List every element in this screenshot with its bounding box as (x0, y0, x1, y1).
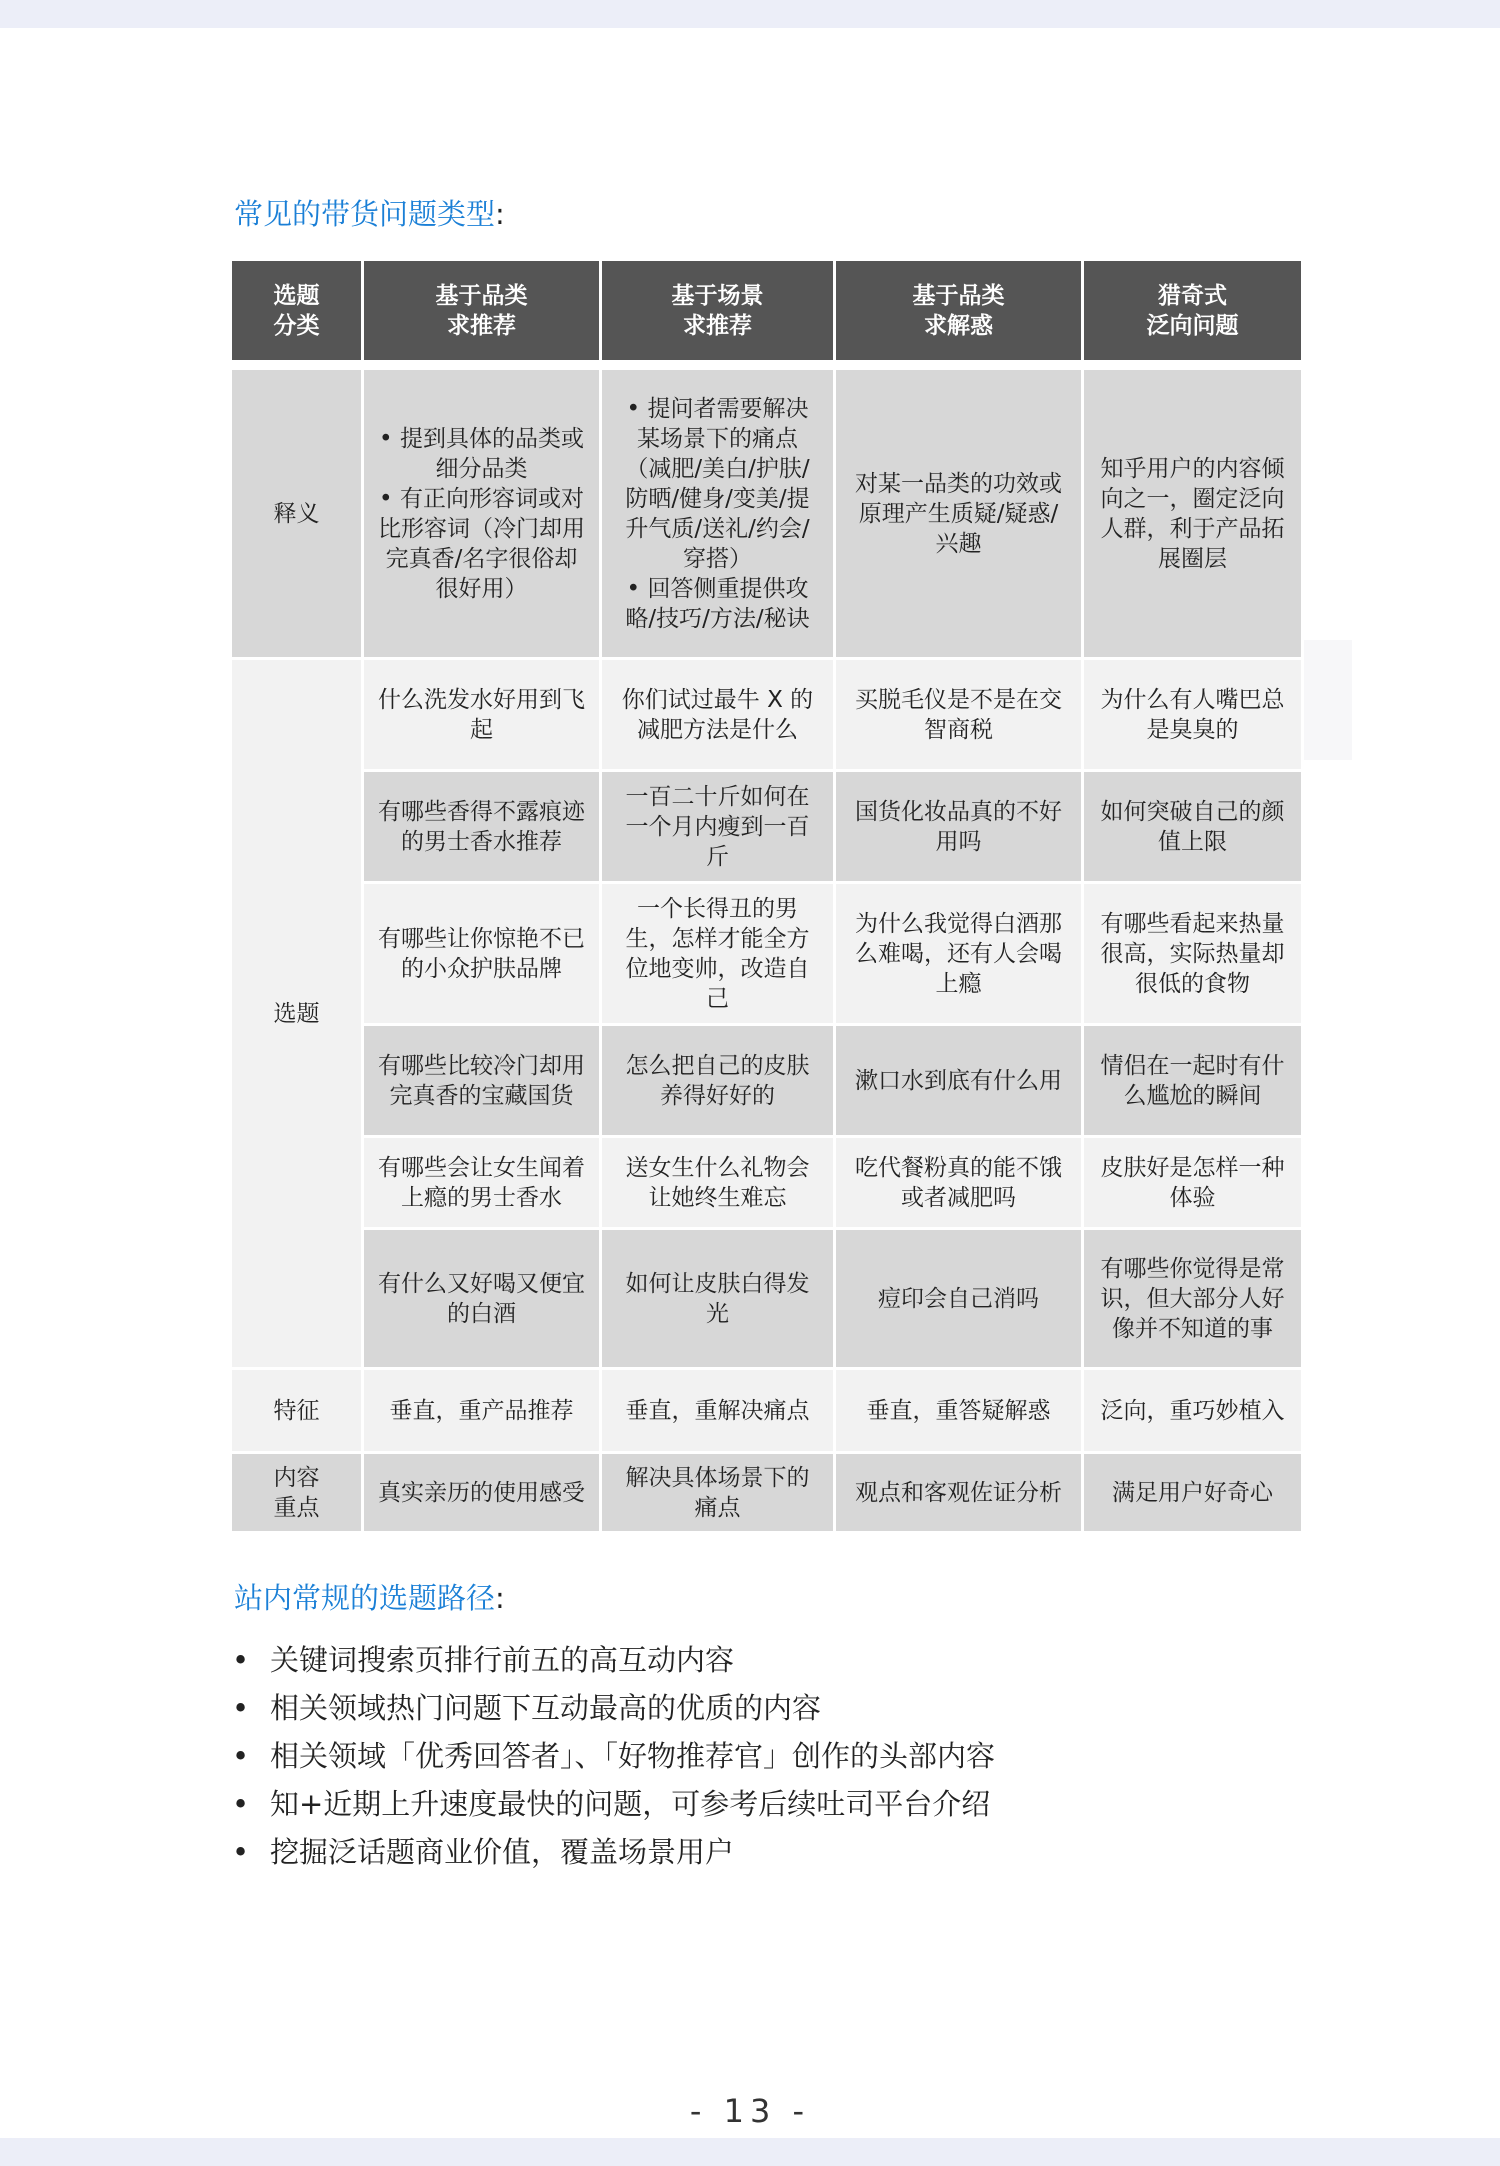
topic-cell: 怎么把自己的皮肤养得好好的 (601, 1025, 835, 1137)
table-header-row (231, 260, 1303, 362)
feature-cell: 垂直，重解决痛点 (601, 1369, 835, 1453)
feature-cell: 垂直，重产品推荐 (363, 1369, 601, 1453)
definition-scene-recommend (601, 369, 835, 659)
section-title-topic-paths (234, 1578, 505, 1618)
list-item: • 相关领域「优秀回答者」、「好物推荐官」创作的头部内容 (232, 1732, 995, 1780)
feature-row (231, 1369, 1303, 1453)
topic-cell: 情侣在一起时有什么尴尬的瞬间 (1083, 1025, 1303, 1137)
topic-cell: 有哪些你觉得是常识，但大部分人好像并不知道的事 (1083, 1229, 1303, 1369)
topic-cell: 痘印会自己消吗 (835, 1229, 1083, 1369)
focus-cell: 解决具体场景下的痛点 (601, 1453, 835, 1533)
header-curiosity: 猎奇式 泛向问题 (1083, 260, 1303, 362)
topic-path-list (232, 1636, 995, 1876)
definition-point: • 有正向形容词或对比形容词（冷门却用完真香/名字很俗却很好用） (378, 484, 585, 604)
topic-row (231, 1229, 1303, 1369)
row-label-focus: 内容 重点 (231, 1453, 363, 1533)
section-title-text: 站内常规的选题路径 (234, 1581, 496, 1615)
section-title-text: 常见的带货问题类型 (234, 197, 496, 231)
topic-cell: 一个长得丑的男生，怎样才能全方位地变帅，改造自己 (601, 883, 835, 1025)
definition-curiosity: 知乎用户的内容倾向之一，圈定泛向人群，利于产品拓展圈层 (1083, 369, 1303, 659)
header-category-recommend: 基于品类 求推荐 (363, 260, 601, 362)
definition-point: • 提到具体的品类或细分品类 (378, 424, 585, 484)
section-title-question-types (234, 194, 505, 234)
topic-cell: 为什么有人嘴巴总是臭臭的 (1083, 659, 1303, 771)
bottom-band (0, 2138, 1500, 2166)
topic-row (231, 883, 1303, 1025)
topic-cell: 有哪些看起来热量很高，实际热量却很低的食物 (1083, 883, 1303, 1025)
focus-row (231, 1453, 1303, 1533)
topic-cell: 有哪些让你惊艳不已的小众护肤品牌 (363, 883, 601, 1025)
topic-row (231, 1025, 1303, 1137)
feature-cell: 泛向，重巧妙植入 (1083, 1369, 1303, 1453)
topic-cell: 吃代餐粉真的能不饿或者减肥吗 (835, 1137, 1083, 1229)
section-title-colon: : (495, 197, 505, 231)
topic-row (231, 659, 1303, 771)
header-category: 选题 分类 (231, 260, 363, 362)
topic-cell: 什么洗发水好用到飞起 (363, 659, 601, 771)
list-item: • 关键词搜索页排行前五的高互动内容 (232, 1636, 995, 1684)
question-type-table (229, 258, 1304, 1534)
definition-point: • 回答侧重提供攻略/技巧/方法/秘诀 (616, 574, 819, 634)
topic-cell: 国货化妆品真的不好用吗 (835, 771, 1083, 883)
definition-row (231, 369, 1303, 659)
topic-cell: 有哪些会让女生闻着上瘾的男士香水 (363, 1137, 601, 1229)
page-number: - 13 - (689, 2092, 811, 2130)
row-label-topics: 选题 (231, 659, 363, 1369)
list-item: • 挖掘泛话题商业价值，覆盖场景用户 (232, 1828, 995, 1876)
topic-cell: 买脱毛仪是不是在交智商税 (835, 659, 1083, 771)
topic-cell: 有什么又好喝又便宜的白酒 (363, 1229, 601, 1369)
topic-row (231, 771, 1303, 883)
section-title-colon: : (495, 1581, 505, 1615)
row-label-definition: 释义 (231, 369, 363, 659)
topic-cell: 有哪些香得不露痕迹的男士香水推荐 (363, 771, 601, 883)
topic-cell: 漱口水到底有什么用 (835, 1025, 1083, 1137)
list-item: • 相关领域热门问题下互动最高的优质的内容 (232, 1684, 995, 1732)
list-item: • 知+近期上升速度最快的问题，可参考后续吐司平台介绍 (232, 1780, 995, 1828)
feature-cell: 垂直，重答疑解惑 (835, 1369, 1083, 1453)
focus-cell: 真实亲历的使用感受 (363, 1453, 601, 1533)
row-label-feature: 特征 (231, 1369, 363, 1453)
topic-cell: 如何让皮肤白得发光 (601, 1229, 835, 1369)
topic-cell: 皮肤好是怎样一种体验 (1083, 1137, 1303, 1229)
focus-cell: 满足用户好奇心 (1083, 1453, 1303, 1533)
header-scene-recommend: 基于场景 求推荐 (601, 260, 835, 362)
topic-cell: 如何突破自己的颜值上限 (1083, 771, 1303, 883)
definition-category-doubt: 对某一品类的功效或原理产生质疑/疑惑/兴趣 (835, 369, 1083, 659)
topic-row (231, 1137, 1303, 1229)
definition-category-recommend (363, 369, 601, 659)
top-band (0, 0, 1500, 28)
topic-cell: 为什么我觉得白酒那么难喝，还有人会喝上瘾 (835, 883, 1083, 1025)
topic-cell: 一百二十斤如何在一个月内瘦到一百斤 (601, 771, 835, 883)
header-category-doubt: 基于品类 求解惑 (835, 260, 1083, 362)
topic-cell: 有哪些比较冷门却用完真香的宝藏国货 (363, 1025, 601, 1137)
background-card (1300, 640, 1352, 760)
topic-cell: 送女生什么礼物会让她终生难忘 (601, 1137, 835, 1229)
topic-cell: 你们试过最牛 X 的减肥方法是什么 (601, 659, 835, 771)
focus-cell: 观点和客观佐证分析 (835, 1453, 1083, 1533)
definition-point: • 提问者需要解决某场景下的痛点（减肥/美白/护肤/防晒/健身/变美/提升气质/送礼/约会/穿搭） (616, 394, 819, 574)
